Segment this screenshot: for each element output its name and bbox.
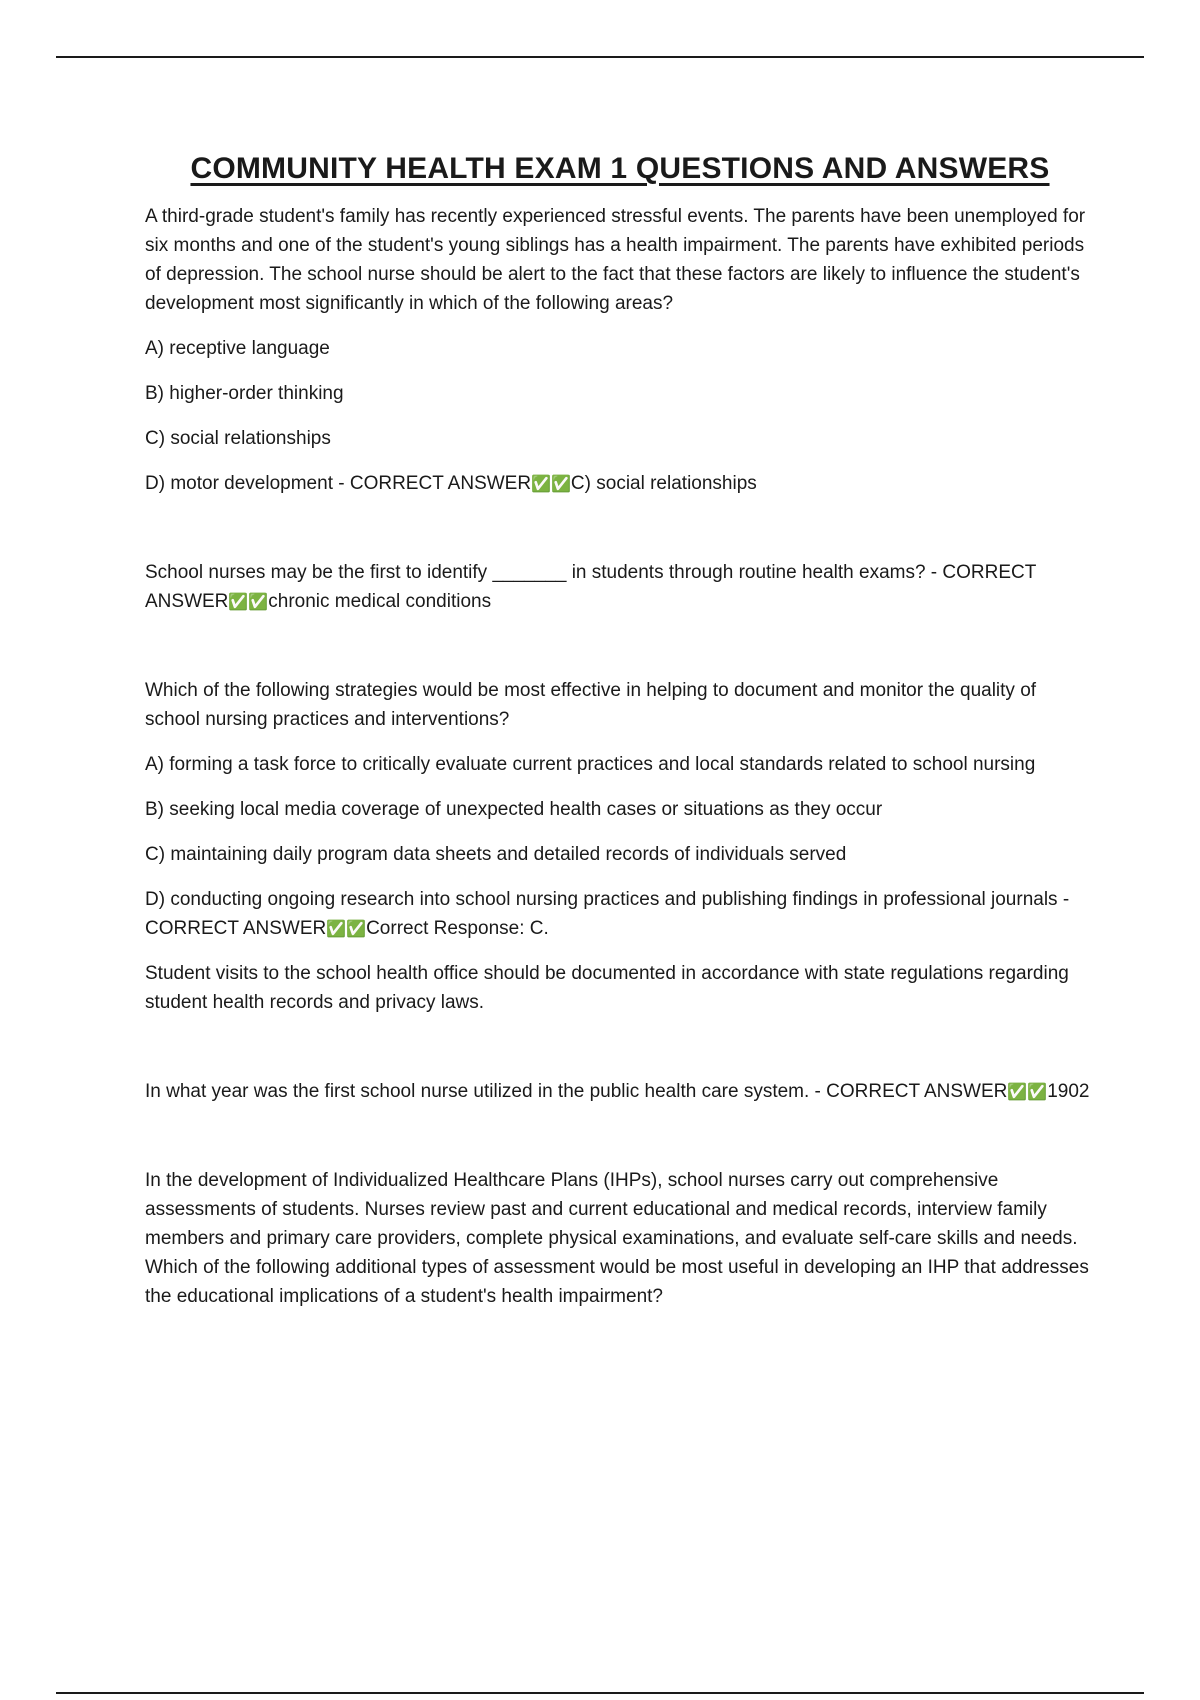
question-1-option-b: B) higher-order thinking — [145, 383, 344, 404]
question-1-option-d-text: D) motor development - CORRECT ANSWER — [145, 473, 532, 494]
question-1-answer: C) social relationships — [570, 473, 757, 494]
double-check-icon: ✅✅ — [228, 592, 269, 611]
question-4-stem-text: In what year was the first school nurse utilized in the public health care system. - CORRECT ANSWER — [145, 1081, 1008, 1102]
question-4-stem — [145, 1077, 1095, 1106]
double-check-icon: ✅✅ — [531, 474, 571, 493]
footer-rule — [56, 1692, 1144, 1694]
question-2-stem — [145, 558, 1095, 616]
question-3-option-b: B) seeking local media coverage of unexpected health cases or situations as they occur — [145, 799, 883, 820]
question-1-option-c: C) social relationships — [145, 428, 331, 449]
document-page — [145, 140, 1095, 1327]
double-check-icon: ✅✅ — [1007, 1082, 1048, 1101]
question-3-explanation: Student visits to the school health office should be documented in accordance with state regulations regarding student health records and privacy laws. — [145, 963, 1069, 1013]
question-3-answer: Correct Response: C. — [366, 918, 549, 939]
question-3 — [145, 676, 1095, 1017]
question-3-option-a: A) forming a task force to critically evaluate current practices and local standards related to school nursing — [145, 754, 1036, 775]
header-rule — [56, 56, 1144, 58]
question-2 — [145, 558, 1095, 616]
question-3-stem: Which of the following strategies would be most effective in helping to document and monitor the quality of school nursing practices and interventions? — [145, 680, 1037, 730]
page-title: COMMUNITY HEALTH EXAM 1 QUESTIONS AND ANSWERS — [190, 152, 1050, 185]
question-2-answer: chronic medical conditions — [268, 591, 492, 612]
question-1-option-a: A) receptive language — [145, 338, 330, 359]
question-2-stem-text: School nurses may be the first to identify _______ in students through routine health exams? - CORRECT ANSWER — [145, 562, 1037, 612]
question-3-option-d-text: D) conducting ongoing research into school nursing practices and publishing findings in professional journals - CORRECT ANSWER — [145, 889, 1070, 939]
question-5 — [145, 1166, 1095, 1311]
question-1-stem: A third-grade student's family has recently experienced stressful events. The parents have been unemployed for six months and one of the student's young siblings has a health impairment. The parents have exhibited periods of depression. The school nurse should be alert to the fact that these factors are likely to influence the student's development most significantly in which of the following areas? — [145, 206, 1086, 314]
question-4-answer: 1902 — [1047, 1081, 1090, 1102]
question-1 — [145, 202, 1095, 498]
question-5-stem: In the development of Individualized Healthcare Plans (IHPs), school nurses carry out comprehensive assessments of students. Nurses review past and current educational and medical records, interview family members and primary care providers, complete physical examinations, and evaluate self-care skills and needs. Which of the following additional types of assessment would be most useful in developing an IHP that addresses the educational implications of a student's health impairment? — [145, 1170, 1089, 1307]
question-1-option-d — [145, 469, 1095, 498]
question-4 — [145, 1077, 1095, 1106]
question-3-option-c: C) maintaining daily program data sheets and detailed records of individuals served — [145, 844, 847, 865]
question-3-option-d — [145, 885, 1095, 943]
double-check-icon: ✅✅ — [326, 919, 367, 938]
